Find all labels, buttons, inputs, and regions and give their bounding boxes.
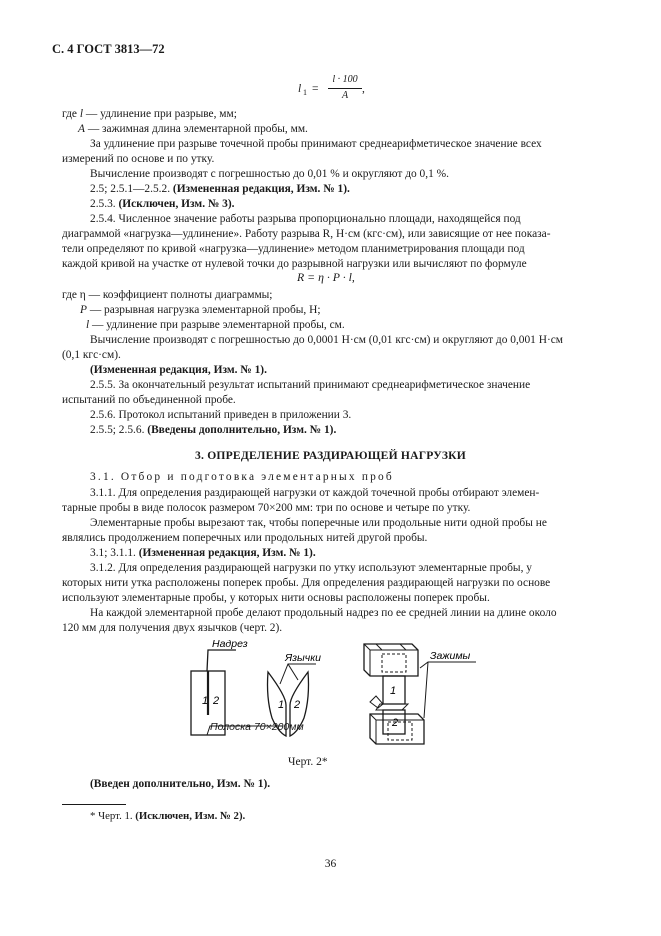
- where2-line-2: [80, 303, 620, 318]
- clamp-num-1: 1: [390, 685, 397, 697]
- where-desc-l: — удлинение при разрыве, мм;: [83, 108, 237, 120]
- paragraph-255-2: испытаний по объединенной пробе.: [62, 394, 236, 406]
- formula-fraction-bar: [328, 88, 362, 89]
- amendment-ref-2: [90, 197, 602, 212]
- paragraph-calc: Вычисление производят с погрешностью до 0,01 % и округляют до 0,1 %.: [90, 168, 449, 180]
- paragraph-cut-2: 120 мм для получения двух язычков (черт. 2).: [62, 622, 283, 634]
- page-number: 36: [324, 858, 337, 870]
- paragraph-cut-1: На каждой элементарной пробе делают продольный надрез по ее средней линии на длине около: [90, 607, 557, 619]
- footnote: [90, 809, 630, 824]
- tongue-num-2: 2: [294, 699, 301, 711]
- figure-caption: Черт. 2*: [288, 756, 328, 768]
- ref-2-note: (Исключен, Изм. № 3).: [118, 198, 235, 210]
- label-strip: Полоска 70×200мм: [210, 721, 304, 733]
- tongue-num-1: 1: [278, 699, 285, 711]
- where2-desc-p: — разрывная нагрузка элементарной пробы, Н;: [86, 304, 321, 316]
- paragraph-calc2-1: Вычисление производят с погрешностью до 0,0001 Н·см (0,01 кгс·см) и округляют до 0,001 Н·см: [90, 334, 564, 346]
- formula-elongation: [298, 74, 368, 106]
- label-cut: Надрез: [212, 640, 248, 650]
- formula-lhs-sub: 1: [303, 88, 307, 97]
- label-clamps: Зажимы: [430, 650, 471, 662]
- amendment-ref-6: (Введен дополнительно, Изм. № 1).: [90, 778, 271, 790]
- amendment-ref-3: (Измененная редакция, Изм. № 1).: [90, 364, 267, 376]
- label-tongues: Язычки: [285, 652, 321, 664]
- paragraph-311-1: 3.1.1. Для определения раздирающей нагрузки от каждой точечной пробы отбирают элемен-: [90, 487, 540, 499]
- subsection-31: 3.1. Отбор и подготовка элементарных проб: [90, 471, 394, 483]
- figure-2: [180, 640, 500, 750]
- where2-symbol-l: l: [86, 319, 90, 331]
- paragraph-calc2-2: (0,1 кгс·см).: [62, 349, 121, 361]
- section-title: 3. ОПРЕДЕЛЕНИЕ РАЗДИРАЮЩЕЙ НАГРУЗКИ: [195, 449, 466, 462]
- paragraph-elongation-1: За удлинение при разрыве точечной пробы принимают среднеарифметическое значение всех: [90, 138, 542, 150]
- strip-num-2: 2: [213, 695, 220, 707]
- ref-4-items: 2.5.5; 2.5.6.: [90, 424, 148, 436]
- page-header: С. 4 ГОСТ 3813—72: [52, 42, 165, 56]
- paragraph-elongation-2: измерений по основе и по утку.: [62, 153, 215, 165]
- where2-line-3: [86, 318, 626, 333]
- ref-2-items: 2.5.3.: [90, 198, 119, 210]
- ref-1-items: 2.5; 2.5.1—2.5.2.: [90, 183, 173, 195]
- where2-symbol-p: P: [80, 304, 87, 316]
- footnote-rule: [62, 804, 126, 805]
- cut-leader: [207, 650, 236, 671]
- formula-eq: =: [312, 83, 319, 95]
- where-line-1: [62, 107, 602, 122]
- formula-work: R = η · P · l,: [297, 270, 355, 284]
- clamps-leader-bottom: [424, 662, 428, 718]
- where-symbol-l: l: [79, 108, 83, 120]
- paragraph-254-3: тели определяют по кривой «нагрузка—удлинение» методом планиметрирования площади под: [62, 243, 525, 255]
- ref-1-note: (Измененная редакция, Изм. № 1).: [172, 183, 350, 195]
- where-line-2: [78, 122, 618, 137]
- paragraph-254-2: диаграммой «нагрузка—удлинение». Работу разрыва R, Н·см (кгс·см), или зависящие от нее показа-: [62, 228, 551, 240]
- where-desc-a: — зажимная длина элементарной пробы, мм.: [84, 123, 308, 135]
- formula-comma: ,: [362, 83, 365, 95]
- ref-4-note: (Введены дополнительно, Изм. № 1).: [147, 424, 337, 436]
- ref-5-items: 3.1; 3.1.1.: [90, 547, 139, 559]
- paragraph-elem-1: Элементарные пробы вырезают так, чтобы поперечные или продольные нити одной пробы не: [90, 517, 547, 529]
- where2-desc-l: — удлинение при разрыве элементарной пробы, см.: [89, 319, 345, 331]
- paragraph-255-1: 2.5.5. За окончательный результат испытаний принимают среднеарифметическое значение: [90, 379, 531, 391]
- strip-num-1: 1: [202, 695, 209, 707]
- paragraph-254-4: каждой кривой на участке от нулевой точки до разрывной нагрузки или вычисляют по формуле: [62, 258, 527, 270]
- paragraph-311-2: тарные пробы в виде полосок размером 70×200 мм: три по основе и четыре по утку.: [62, 502, 471, 514]
- formula-numerator: l · 100: [332, 74, 358, 85]
- ref-5-note: (Измененная редакция, Изм. № 1).: [138, 547, 316, 559]
- paragraph-254-1: 2.5.4. Численное значение работы разрыва пропорционально площади, находящейся под: [90, 213, 521, 225]
- tongues-leader-left: [280, 664, 316, 684]
- amendment-ref-1: [90, 182, 602, 197]
- formula-lhs: l: [298, 83, 302, 95]
- paragraph-elem-2: являлись продолжением поперечных или продольных нитей другой пробы.: [62, 532, 428, 544]
- formula-denominator: A: [341, 90, 349, 101]
- paragraph-312-2: которых нити утка расположены поперек пробы. Для определения раздирающей нагрузки по основе: [62, 577, 551, 589]
- paragraph-312-1: 3.1.2. Для определения раздирающей нагрузки по утку используют элементарные пробы, у: [90, 562, 532, 574]
- where-symbol-a: A: [78, 123, 85, 135]
- tongues-leader-right: [288, 664, 298, 680]
- paragraph-256: 2.5.6. Протокол испытаний приведен в приложении 3.: [90, 409, 352, 421]
- paragraph-312-3: используют элементарные пробы, у которых нити основы расположены поперек пробы.: [62, 592, 490, 604]
- footnote-mark: * Черт. 1.: [90, 810, 136, 822]
- clamp-num-2: 2: [392, 717, 399, 729]
- where-prefix: где: [62, 108, 77, 120]
- footnote-note: (Исключен, Изм. № 2).: [135, 810, 246, 822]
- amendment-ref-4: [90, 423, 602, 438]
- clamp-top: [364, 644, 418, 676]
- amendment-ref-5: [90, 546, 602, 561]
- where2-line-1: где η — коэффициент полноты диаграммы;: [62, 289, 273, 301]
